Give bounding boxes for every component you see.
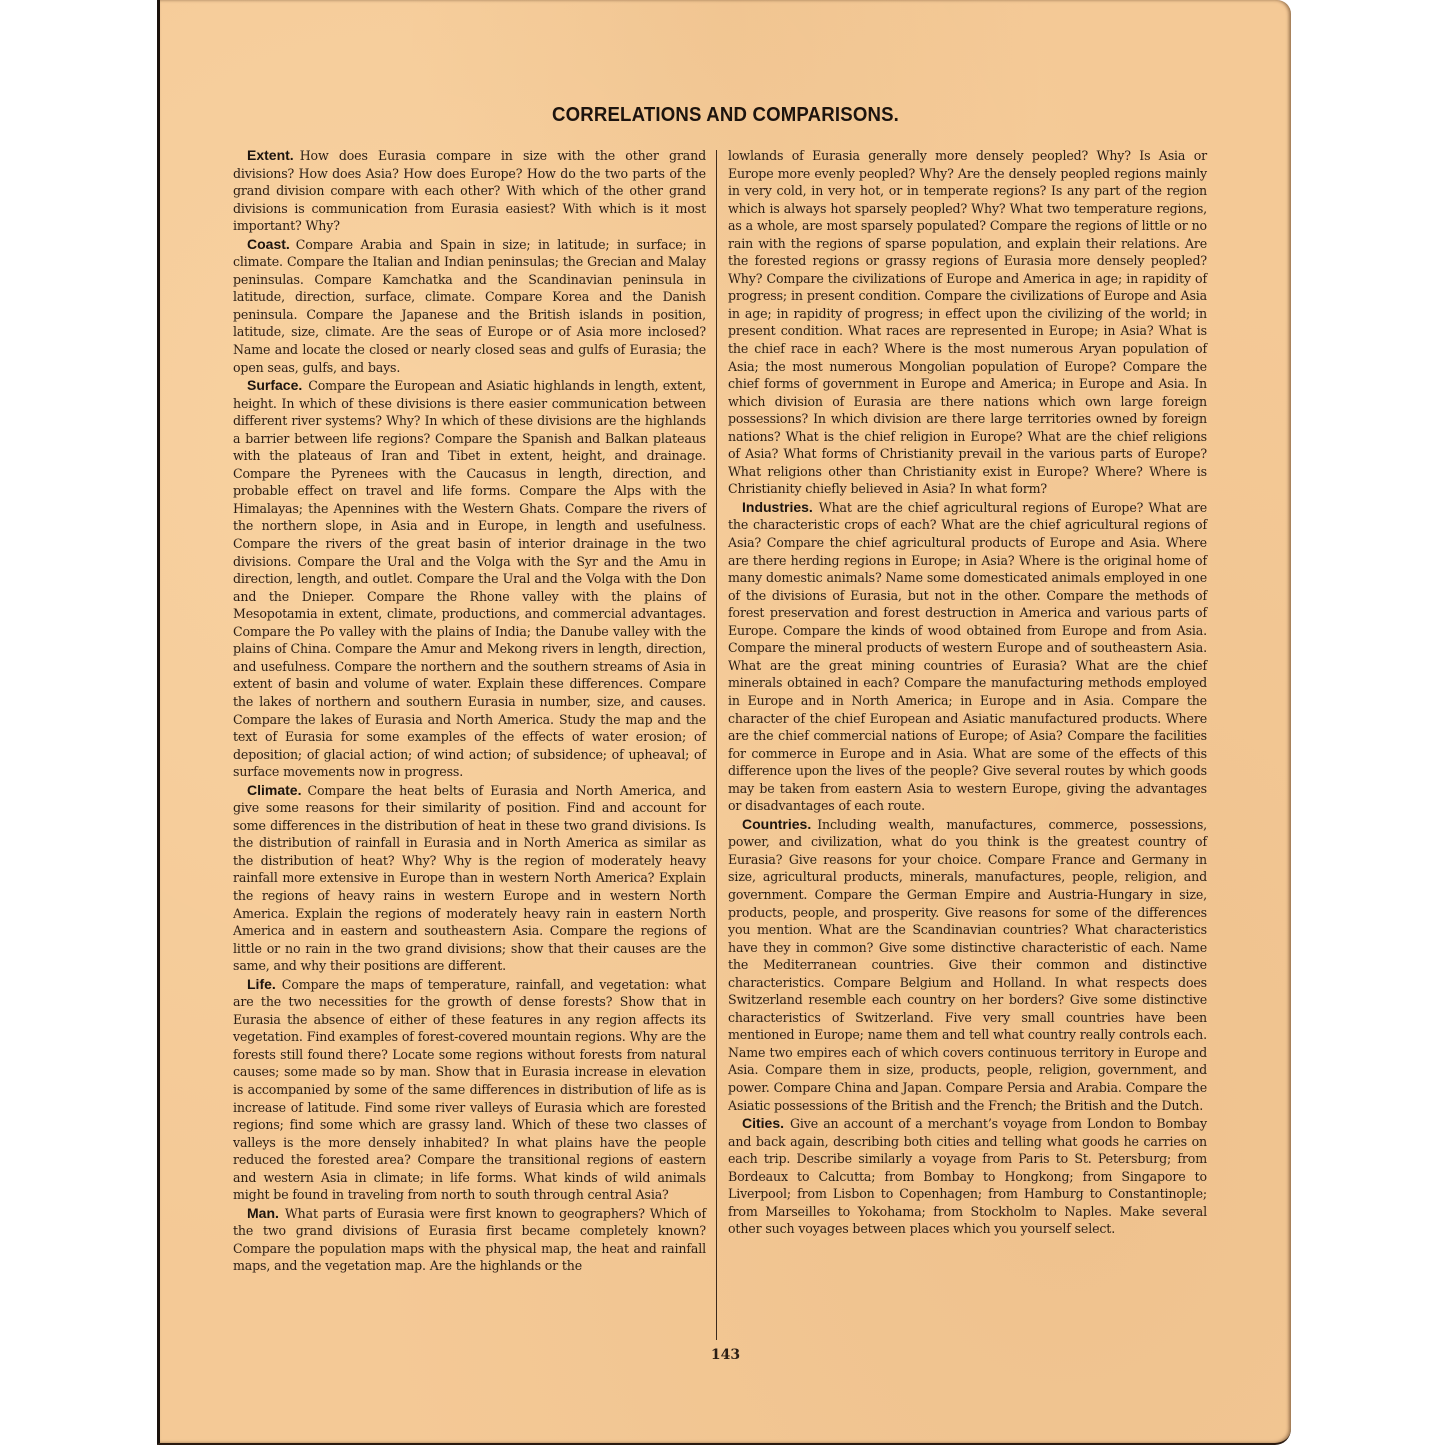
section-man: [233, 1205, 706, 1275]
section-text: Compare the European and Asiatic highlands in length, extent, height. In which of these divisions is there easier communication between different river systems? Why? In which of these divisions are the highlands a barrier between life regions? Compare the Spanish and Balkan plateaus with the plateaus of Iran and Tibet in extent, height, and drainage. Compare the Pyrenees with the Caucasus in length, direction, and probable effect on travel and life forms. Compare the Alps with the Himalayas; the Apennines with the Western Ghats. Compare the rivers of the northern slope, in Asia and in Europe, in length and usefulness. Compare the rivers of the great basin of interior drainage in the two divisions. Compare the Ural and the Volga with the Syr and the Amu in direction, length, and outlet. Compare the Ural and the Volga with the Don and the Dnieper. Compare the Rhone valley with the plains of Mesopotamia in extent, climate, productions, and commercial advantages. Compare the Po valley with the plains of India; the Danube valley with the plains of China. Compare the Amur and Mekong rivers in length, direction, and usefulness. Compare the northern and the southern streams of Asia in extent of basin and volume of water. Explain these differences. Compare the lakes of northern and southern Eurasia in number, size, and causes. Compare the lakes of Eurasia and North America. Study the map and the text of Eurasia for some examples of the effects of water erosion; of deposition; of glacial action; of wind action; of subsidence; of upheaval; of surface movements now in progress.: [233, 378, 706, 780]
right-column: [728, 147, 1207, 1238]
section-text: Give an account of a merchant’s voyage from London to Bombay and back again, describing both cities and telling what goods he carries on each trip. Describe similarly a voyage from Paris to St. Petersburg; from Bordeaux to Calcutta; from Bombay to Hongkong; from Singapore to Liverpool; from Lisbon to Copenhagen; from Hamburg to Constantinople; from Marseilles to Yokohama; from Stockholm to Naples. Make several other such voyages between places which you yourself select.: [728, 1116, 1207, 1237]
section-text: Including wealth, manufactures, commerce, possessions, power, and civilization, what do you think is the greatest country of Eurasia? Give reasons for your choice. Compare France and Germany in size, agricultural products, minerals, manufactures, people, religion, and government. Compare the German Empire and Austria-Hungary in size, products, people, and prosperity. Give reasons for some of the differences you mention. What are the Scandinavian countries? What characteristics have they in common? Give some distinctive characteristic of each. Name the Mediterranean countries. Give their common and distinctive characteristics. Compare Belgium and Holland. In what respects does Switzerland resemble each country on her borders? Give some distinctive characteristics of Switzerland. Five very small countries have been mentioned in Europe; name them and tell what country really controls each. Name two empires each of which covers continuous territory in Europe and Asia. Compare them in size, products, people, religion, government, and power. Compare China and Japan. Compare Persia and Arabia. Compare the Asiatic possessions of the British and the French; the British and the Dutch.: [728, 816, 1207, 1113]
section-heading: Climate.: [247, 781, 302, 798]
section-coast: [233, 236, 706, 376]
section-climate: [233, 782, 706, 975]
section-heading: Life.: [247, 975, 276, 992]
section-industries: [728, 499, 1207, 815]
section-life: [233, 976, 706, 1204]
page-title: CORRELATIONS AND COMPARISONS.: [551, 104, 900, 126]
column-divider: [716, 150, 717, 1340]
section-surface: [233, 377, 706, 781]
book-page: [157, 0, 1291, 1445]
section-heading: Industries.: [742, 498, 813, 515]
section-heading: Cities.: [742, 1115, 785, 1132]
section-text: What are the chief agricultural regions of Europe? What are the characteristic crops of each? What are the chief agricultural regions of Asia? Compare the chief agricultural products of Europe and Asia. Where are there herding regions in Europe; in Asia? Where is the original home of many domestic animals? Name some domesticated animals employed in one of the divisions of Eurasia, but not in the other. Compare the methods of forest preservation and forest destruction in America and various parts of Europe. Compare the kinds of wood obtained from Europe and from Asia. Compare the mineral products of western Europe and of southeastern Asia. What are the great mining countries of Eurasia? What are the chief minerals obtained in each? Compare the manufacturing methods employed in Europe and in North America; in Europe and in Asia. Compare the character of the chief European and Asiatic manufactured products. Where are the chief commercial nations of Europe; of Asia? Compare the facilities for commerce in Europe and in Asia. What are some of the effects of this difference upon the lives of the people? Give several routes by which goods may be taken from eastern Asia to western Europe, giving the advantages or disadvantages of each route.: [728, 499, 1207, 814]
section-text: Compare Arabia and Spain in size; in latitude; in surface; in climate. Compare the Italian and Indian peninsulas; the Grecian and Malay peninsulas. Compare Kamchatka and the Scandinavian peninsula in latitude, direction, surface, climate. Compare Korea and the Danish peninsula. Compare the Japanese and the British islands in position, latitude, size, climate. Are the seas of Europe or of Asia more inclosed? Name and locate the closed or nearly closed seas and gulfs of Eurasia; the open seas, gulfs, and bays.: [233, 236, 706, 375]
section-countries: [728, 816, 1207, 1114]
section-text: Compare the heat belts of Eurasia and North America, and give some reasons for their similarity of position. Find and account for some differences in the distribution of heat in these two grand divisions. Is the distribution of rainfall in Eurasia and in North America as similar as the distribution of heat? Why? Why is the region of moderately heavy rainfall more extensive in Europe than in western North America? Explain the regions of heavy rains in western Europe and in western North America. Explain the regions of moderately heavy rain in eastern North America and in eastern and southeastern Asia. Compare the regions of little or no rain in the two grand divisions; show that their causes are the same, and why their positions are different.: [233, 782, 706, 974]
section-text: lowlands of Eurasia generally more densely peopled? Why? Is Asia or Europe more evenly peopled? Why? Are the densely peopled regions mainly in very cold, in very hot, or in temperate regions? Is any part of the region which is always hot sparsely peopled? Why? What two temperature regions, as a whole, are most sparsely populated? Compare the regions of little or no rain with the regions of sparse population, and explain their relations. Are the forested regions or grassy regions of Eurasia more densely peopled? Why? Compare the civilizations of Europe and America in age; in rapidity of progress; in present condition. Compare the civilizations of Europe and Asia in age; in rapidity of progress; in effect upon the civilizing of the world; in present condition. What races are represented in Europe; in Asia? What is the chief race in each? Where is the most numerous Aryan population of Asia; the most numerous Mongolian population of Europe? Compare the chief forms of government in Europe and America; in Europe and Asia. In which division of Eurasia are there nations which own large foreign possessions? In which division are there large territories owned by foreign nations? What is the chief religion in Europe? What are the chief religions of Asia? What forms of Christianity prevail in the various parts of Europe? What religions other than Christianity exist in Europe? Where? Where is Christianity chiefly believed in Asia? In what form?: [728, 148, 1207, 497]
section-cities: [728, 1115, 1207, 1238]
section-text: What parts of Eurasia were first known to geographers? Which of the two grand divisions of Eurasia first became completely known? Compare the population maps with the physical map, the heat and rainfall maps, and the vegetation map. Are the highlands or the: [233, 1205, 706, 1274]
section-text: How does Eurasia compare in size with the other grand divisions? How does Asia? How does Europe? How do the two parts of the grand division compare with each other? With which of the other grand divisions is communication from Eurasia easiest? With which is it most important? Why?: [233, 148, 706, 234]
section-text: Compare the maps of temperature, rainfall, and vegetation: what are the two necessities for the growth of dense forests? Show that in Eurasia the absence of either of these features in any region affects its vegetation. Find examples of forest-covered mountain regions. Why are the forests still found there? Locate some regions without forests from natural causes; some made so by man. Show that in Eurasia increase in elevation is accompanied by some of the same differences in distribution of life as is increase of latitude. Find some river valleys of Eurasia which are forested regions; find some which are grassy land. Which of these two classes of valleys is the more densely inhabited? In what plains have the people reduced the forested area? Compare the transitional regions of eastern and western Asia in climate; in life forms. What kinds of wild animals might be found in traveling from north to south through central Asia?: [233, 976, 706, 1203]
section-heading: Coast.: [247, 235, 290, 252]
section-extent: [233, 147, 706, 235]
section-heading: Countries.: [742, 815, 812, 832]
section-man-continued: [728, 147, 1207, 498]
left-column: [233, 147, 706, 1275]
section-heading: Extent.: [247, 147, 294, 163]
page-number: 143: [710, 1347, 741, 1363]
section-heading: Man.: [247, 1204, 279, 1221]
section-heading: Surface.: [247, 377, 303, 394]
